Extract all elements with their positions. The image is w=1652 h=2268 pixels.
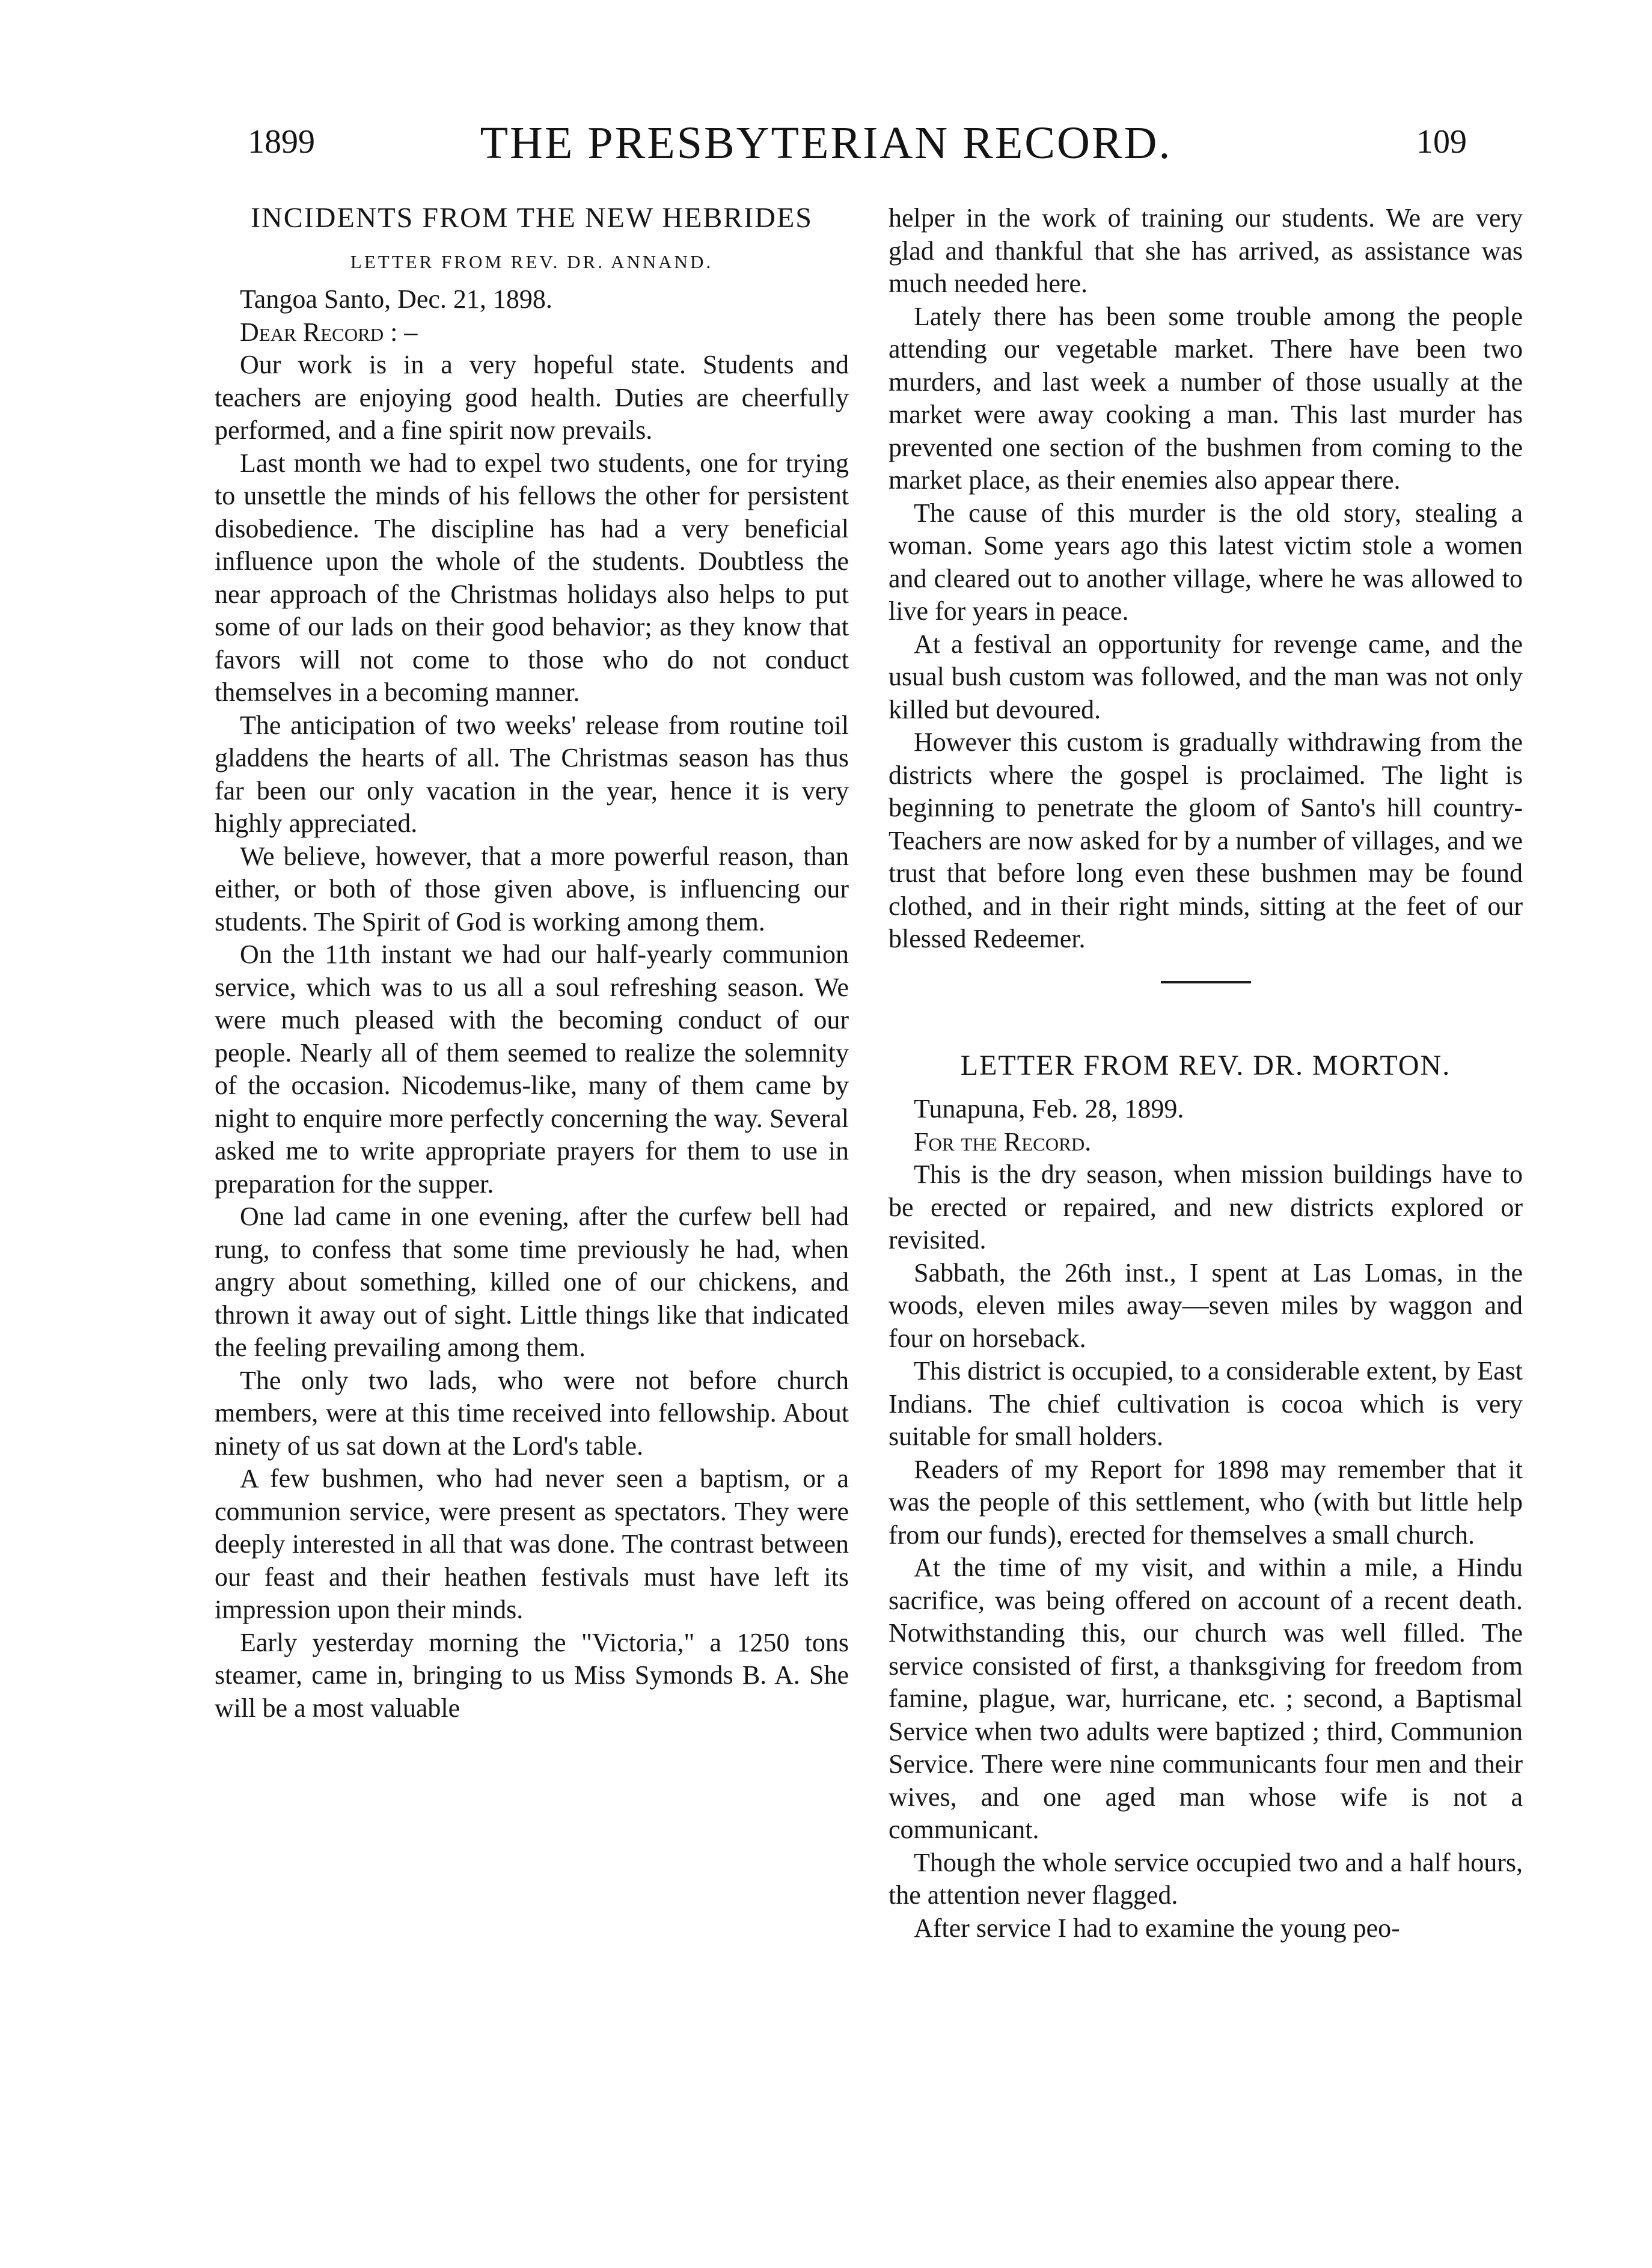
article-paragraph: One lad came in one evening, after the curfew bell had rung, to confess that some time previously he had, when angry about something, killed one of our chickens, and thrown it away out of sight. Little things like that indicated the feeling prevailing among them.	[215, 1202, 849, 1362]
article-paragraph: This district is occupied, to a considerable extent, by East Indians. The chief cultivation is cocoa which is very suitable for small holders.	[889, 1356, 1523, 1451]
article-paragraph: We believe, however, that a more powerful reason, than either, or both of those given above, is influencing our students. The Spirit of God is working among them.	[215, 841, 849, 937]
article-dateline: Tangoa Santo, Dec. 21, 1898.	[240, 284, 552, 314]
article-paragraph: Last month we had to expel two students, one for trying to unsettle the minds of his fellows the other for persistent disobedience. The discipline has had a very beneficial influence upon the whole of the students. Doubtless the near approach of the Christmas holidays also helps to put some of our lads on their good behavior; as they know that favors will not come to those who do not conduct themselves in a becoming manner.	[215, 448, 849, 707]
header-year: 1899	[248, 123, 315, 160]
article-paragraph: The only two lads, who were not before church members, were at this time received into fellowship. About ninety of us sat down at the Lord's table.	[215, 1365, 849, 1461]
article-paragraph: The cause of this murder is the old story, stealing a woman. Some years ago this latest victim stole a women and cleared out to another village, where he was allowed to live for years in peace.	[889, 498, 1523, 626]
article-divider	[1161, 981, 1251, 983]
article-paragraph: Sabbath, the 26th inst., I spent at Las Lomas, in the woods, eleven miles away—seven miles by waggon and four on horseback.	[889, 1258, 1523, 1353]
article-paragraph: Lately there has been some trouble among the people attending our vegetable market. There have been two murders, and last week a number of those usually at the market were away cooking a man. This last murder has prevented one section of the bushmen from coming to the market place, as their enemies also appear there.	[889, 301, 1523, 495]
article-paragraph: Early yesterday morning the "Victoria," a 1250 tons steamer, came in, bringing to us Miss Symonds B. A. She will be a most valuable	[215, 1627, 849, 1723]
left-column	[215, 202, 849, 1725]
article-paragraph: Readers of my Report for 1898 may remember that it was the people of this settlement, who (with but little help from our funds), erected for themselves a small church.	[889, 1454, 1523, 1550]
article-paragraph: On the 11th instant we had our half-yearly communion service, which was to us all a soul refreshing season. We were much pleased with the becoming conduct of our people. Nearly all of them seemed to realize the solemnity of the occasion. Nicodemus-like, many of them came by night to enquire more perfectly concerning the way. Several asked me to write appropriate prayers for them to use in preparation for the supper.	[215, 940, 849, 1199]
article-paragraph: A few bushmen, who had never seen a baptism, or a communion service, were present as spectators. They were deeply interested in all that was done. The contrast between our feast and their heathen festivals must have left its impression upon their minds.	[215, 1464, 849, 1624]
article-byline: LETTER FROM REV. DR. ANNAND.	[350, 251, 714, 272]
article-paragraph-continued: helper in the work of training our students. We are very glad and thankful that she has arrived, as assistance was much needed here.	[889, 203, 1523, 298]
article-salutation: For the Record.	[914, 1126, 1092, 1157]
article-dateline: Tunapuna, Feb. 28, 1899.	[914, 1094, 1184, 1123]
article-salutation: Dear Record : –	[240, 317, 418, 347]
article-paragraph: At a festival an opportunity for revenge came, and the usual bush custom was followed, and the man was not only killed but devoured.	[889, 629, 1523, 724]
article-paragraph: After service I had to examine the young peo-	[914, 1913, 1400, 1943]
article-paragraph: Though the whole service occupied two and a half hours, the attention never flagged.	[889, 1847, 1523, 1910]
masthead-title: THE PRESBYTERIAN RECORD.	[480, 118, 1172, 168]
article-title-morton: LETTER FROM REV. DR. MORTON.	[960, 1049, 1451, 1081]
article-paragraph: This is the dry season, when mission buildings have to be erected or repaired, and new districts explored or revisited.	[889, 1160, 1523, 1255]
article-paragraph: At the time of my visit, and within a mile, a Hindu sacrifice, was being offered on account of a recent death. Notwithstanding this, our church was well filled. The service consisted of first, a thanksgiving for freedom from famine, plague, war, hurricane, etc. ; second, a Baptismal Service when two adults were baptized ; third, Communion Service. There were nine communicants four men and their wives, and one aged man whose wife is not a communicant.	[889, 1553, 1523, 1844]
article-paragraph: Our work is in a very hopeful state. Students and teachers are enjoying good health. Duties are cheerfully performed, and a fine spirit now prevails.	[215, 350, 849, 445]
article-paragraph: However this custom is gradually withdrawing from the districts where the gospel is proclaimed. The light is beginning to penetrate the gloom of Santo's hill country- Teachers are now asked for by a number of villages, and we trust that before long even these bushmen may be found clothed, and in their right minds, sitting at the feet of our blessed Redeemer.	[889, 727, 1523, 953]
right-column	[889, 202, 1523, 1945]
article-paragraph: The anticipation of two weeks' release from routine toil gladdens the hearts of all. The Christmas season has thus far been our only vacation in the year, hence it is very highly appreciated.	[215, 710, 849, 838]
article-title-new-hebrides: INCIDENTS FROM THE NEW HEBRIDES	[251, 202, 813, 234]
page-number: 109	[1416, 123, 1467, 160]
